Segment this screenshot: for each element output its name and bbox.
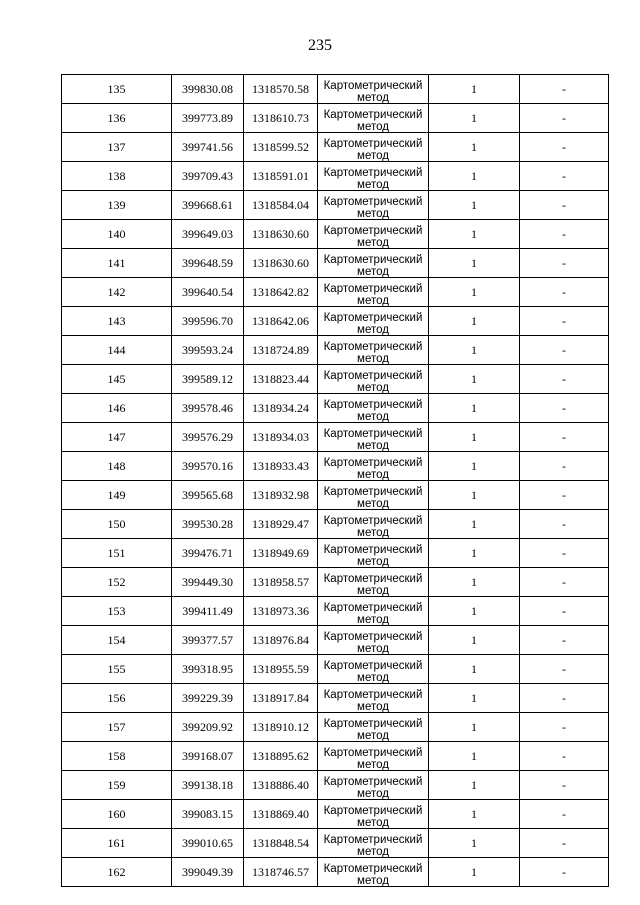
note-cell: - [520,133,609,162]
table-row [62,249,609,278]
table-row [62,220,609,249]
note-cell: - [520,75,609,104]
method-cell [318,452,429,481]
method-cell [318,191,429,220]
method-cell [318,104,429,133]
note-cell: - [520,220,609,249]
note-cell: - [520,336,609,365]
method-line-2: метод [357,555,389,568]
table-row [62,423,609,452]
method-line-1: Картометрический [323,108,423,121]
method-cell [318,597,429,626]
x-coordinate-cell: 399709.43 [172,162,244,191]
method-line-2: метод [357,787,389,800]
method-cell [318,568,429,597]
y-coordinate-cell: 1318917.84 [244,684,318,713]
note-cell: - [520,626,609,655]
point-number-cell: 160 [62,800,172,829]
method-cell [318,336,429,365]
method-line-1: Картометрический [323,427,423,440]
note-cell: - [520,858,609,887]
method-line-2: метод [357,439,389,452]
y-coordinate-cell: 1318869.40 [244,800,318,829]
table-row [62,771,609,800]
y-coordinate-cell: 1318642.82 [244,278,318,307]
note-cell: - [520,800,609,829]
method-cell [318,626,429,655]
method-line-1: Картометрический [323,862,423,875]
method-line-2: метод [357,265,389,278]
note-cell: - [520,829,609,858]
y-coordinate-cell: 1318599.52 [244,133,318,162]
point-number-cell: 140 [62,220,172,249]
method-line-2: метод [357,700,389,713]
method-cell [318,800,429,829]
method-cell [318,365,429,394]
value-cell: 1 [429,336,520,365]
value-cell: 1 [429,510,520,539]
value-cell: 1 [429,365,520,394]
y-coordinate-cell: 1318746.57 [244,858,318,887]
y-coordinate-cell: 1318823.44 [244,365,318,394]
point-number-cell: 146 [62,394,172,423]
table-row [62,133,609,162]
point-number-cell: 136 [62,104,172,133]
method-line-1: Картометрический [323,485,423,498]
y-coordinate-cell: 1318910.12 [244,713,318,742]
method-line-1: Картометрический [323,398,423,411]
value-cell: 1 [429,829,520,858]
method-line-2: метод [357,874,389,887]
method-line-2: метод [357,120,389,133]
method-line-1: Картометрический [323,369,423,382]
note-cell: - [520,597,609,626]
y-coordinate-cell: 1318895.62 [244,742,318,771]
note-cell: - [520,191,609,220]
x-coordinate-cell: 399593.24 [172,336,244,365]
y-coordinate-cell: 1318610.73 [244,104,318,133]
method-cell [318,684,429,713]
method-cell [318,742,429,771]
method-line-1: Картометрический [323,804,423,817]
method-cell [318,858,429,887]
note-cell: - [520,655,609,684]
x-coordinate-cell: 399138.18 [172,771,244,800]
method-cell [318,278,429,307]
note-cell: - [520,684,609,713]
method-cell [318,249,429,278]
x-coordinate-cell: 399049.39 [172,858,244,887]
y-coordinate-cell: 1318584.04 [244,191,318,220]
table-row [62,800,609,829]
point-number-cell: 152 [62,568,172,597]
point-number-cell: 139 [62,191,172,220]
method-line-2: метод [357,497,389,510]
x-coordinate-cell: 399565.68 [172,481,244,510]
value-cell: 1 [429,539,520,568]
value-cell: 1 [429,191,520,220]
table-row [62,626,609,655]
value-cell: 1 [429,104,520,133]
method-cell [318,162,429,191]
y-coordinate-cell: 1318973.36 [244,597,318,626]
note-cell: - [520,249,609,278]
point-number-cell: 148 [62,452,172,481]
method-line-1: Картометрический [323,195,423,208]
x-coordinate-cell: 399741.56 [172,133,244,162]
value-cell: 1 [429,452,520,481]
point-number-cell: 153 [62,597,172,626]
table-row [62,104,609,133]
y-coordinate-cell: 1318932.98 [244,481,318,510]
table-row [62,510,609,539]
value-cell: 1 [429,858,520,887]
value-cell: 1 [429,249,520,278]
method-line-2: метод [357,729,389,742]
value-cell: 1 [429,75,520,104]
table-row [62,452,609,481]
method-cell [318,423,429,452]
point-number-cell: 159 [62,771,172,800]
note-cell: - [520,481,609,510]
point-number-cell: 154 [62,626,172,655]
x-coordinate-cell: 399589.12 [172,365,244,394]
y-coordinate-cell: 1318934.03 [244,423,318,452]
method-line-2: метод [357,468,389,481]
method-line-1: Картометрический [323,833,423,846]
x-coordinate-cell: 399640.54 [172,278,244,307]
method-line-1: Картометрический [323,253,423,266]
point-number-cell: 155 [62,655,172,684]
page-number: 235 [308,37,332,54]
point-number-cell: 157 [62,713,172,742]
y-coordinate-cell: 1318630.60 [244,220,318,249]
x-coordinate-cell: 399576.29 [172,423,244,452]
point-number-cell: 147 [62,423,172,452]
method-line-1: Картометрический [323,456,423,469]
table-row [62,539,609,568]
method-line-2: метод [357,613,389,626]
note-cell: - [520,452,609,481]
value-cell: 1 [429,684,520,713]
value-cell: 1 [429,597,520,626]
note-cell: - [520,365,609,394]
point-number-cell: 150 [62,510,172,539]
point-number-cell: 156 [62,684,172,713]
method-line-1: Картометрический [323,717,423,730]
table-row [62,278,609,307]
value-cell: 1 [429,742,520,771]
table-row [62,481,609,510]
method-line-2: метод [357,845,389,858]
value-cell: 1 [429,133,520,162]
point-number-cell: 162 [62,858,172,887]
point-number-cell: 151 [62,539,172,568]
point-number-cell: 144 [62,336,172,365]
table-row [62,858,609,887]
value-cell: 1 [429,800,520,829]
method-line-2: метод [357,207,389,220]
method-line-1: Картометрический [323,572,423,585]
method-line-1: Картометрический [323,166,423,179]
y-coordinate-cell: 1318958.57 [244,568,318,597]
method-line-2: метод [357,758,389,771]
method-line-2: метод [357,526,389,539]
method-line-2: метод [357,816,389,829]
method-line-2: метод [357,584,389,597]
method-line-2: метод [357,323,389,336]
table-row [62,568,609,597]
method-line-1: Картометрический [323,659,423,672]
table-row [62,829,609,858]
method-line-1: Картометрический [323,601,423,614]
method-cell [318,771,429,800]
table-row [62,742,609,771]
method-line-1: Картометрический [323,311,423,324]
method-line-1: Картометрический [323,79,423,92]
note-cell: - [520,568,609,597]
method-cell [318,394,429,423]
method-line-1: Картометрический [323,775,423,788]
table-row [62,191,609,220]
point-number-cell: 141 [62,249,172,278]
method-line-2: метод [357,410,389,423]
method-cell [318,481,429,510]
x-coordinate-cell: 399570.16 [172,452,244,481]
value-cell: 1 [429,481,520,510]
x-coordinate-cell: 399668.61 [172,191,244,220]
x-coordinate-cell: 399083.15 [172,800,244,829]
y-coordinate-cell: 1318570.58 [244,75,318,104]
method-line-1: Картометрический [323,746,423,759]
method-cell [318,75,429,104]
y-coordinate-cell: 1318929.47 [244,510,318,539]
y-coordinate-cell: 1318976.84 [244,626,318,655]
method-line-2: метод [357,178,389,191]
note-cell: - [520,162,609,191]
method-cell [318,307,429,336]
y-coordinate-cell: 1318933.43 [244,452,318,481]
method-cell [318,220,429,249]
method-line-1: Картометрический [323,630,423,643]
point-number-cell: 142 [62,278,172,307]
table-row [62,684,609,713]
point-number-cell: 145 [62,365,172,394]
x-coordinate-cell: 399209.92 [172,713,244,742]
value-cell: 1 [429,220,520,249]
method-cell [318,713,429,742]
y-coordinate-cell: 1318886.40 [244,771,318,800]
method-cell [318,829,429,858]
method-line-1: Картометрический [323,137,423,150]
y-coordinate-cell: 1318955.59 [244,655,318,684]
method-cell [318,510,429,539]
table-row [62,394,609,423]
x-coordinate-cell: 399830.08 [172,75,244,104]
value-cell: 1 [429,568,520,597]
method-line-1: Картометрический [323,688,423,701]
x-coordinate-cell: 399229.39 [172,684,244,713]
x-coordinate-cell: 399318.95 [172,655,244,684]
value-cell: 1 [429,771,520,800]
y-coordinate-cell: 1318949.69 [244,539,318,568]
method-line-2: метод [357,671,389,684]
value-cell: 1 [429,162,520,191]
value-cell: 1 [429,307,520,336]
note-cell: - [520,278,609,307]
method-line-1: Картометрический [323,224,423,237]
method-line-2: метод [357,642,389,655]
y-coordinate-cell: 1318724.89 [244,336,318,365]
x-coordinate-cell: 399168.07 [172,742,244,771]
y-coordinate-cell: 1318642.06 [244,307,318,336]
method-line-2: метод [357,149,389,162]
x-coordinate-cell: 399449.30 [172,568,244,597]
method-line-1: Картометрический [323,543,423,556]
x-coordinate-cell: 399476.71 [172,539,244,568]
table-row [62,75,609,104]
note-cell: - [520,394,609,423]
y-coordinate-cell: 1318630.60 [244,249,318,278]
value-cell: 1 [429,713,520,742]
method-line-1: Картометрический [323,282,423,295]
x-coordinate-cell: 399411.49 [172,597,244,626]
note-cell: - [520,423,609,452]
note-cell: - [520,539,609,568]
note-cell: - [520,104,609,133]
x-coordinate-cell: 399648.59 [172,249,244,278]
method-line-1: Картометрический [323,340,423,353]
method-cell [318,133,429,162]
note-cell: - [520,771,609,800]
x-coordinate-cell: 399377.57 [172,626,244,655]
x-coordinate-cell: 399530.28 [172,510,244,539]
method-line-1: Картометрический [323,514,423,527]
value-cell: 1 [429,626,520,655]
point-number-cell: 158 [62,742,172,771]
point-number-cell: 149 [62,481,172,510]
method-cell [318,539,429,568]
x-coordinate-cell: 399649.03 [172,220,244,249]
note-cell: - [520,713,609,742]
x-coordinate-cell: 399773.89 [172,104,244,133]
x-coordinate-cell: 399010.65 [172,829,244,858]
method-line-2: метод [357,352,389,365]
table-row [62,336,609,365]
y-coordinate-cell: 1318934.24 [244,394,318,423]
method-line-2: метод [357,294,389,307]
value-cell: 1 [429,655,520,684]
y-coordinate-cell: 1318591.01 [244,162,318,191]
x-coordinate-cell: 399578.46 [172,394,244,423]
coordinates-table-body [62,75,609,887]
value-cell: 1 [429,394,520,423]
method-line-2: метод [357,381,389,394]
point-number-cell: 138 [62,162,172,191]
table-row [62,162,609,191]
method-line-2: метод [357,236,389,249]
x-coordinate-cell: 399596.70 [172,307,244,336]
point-number-cell: 135 [62,75,172,104]
note-cell: - [520,307,609,336]
table-row [62,365,609,394]
note-cell: - [520,742,609,771]
note-cell: - [520,510,609,539]
table-row [62,655,609,684]
value-cell: 1 [429,278,520,307]
point-number-cell: 137 [62,133,172,162]
value-cell: 1 [429,423,520,452]
point-number-cell: 161 [62,829,172,858]
y-coordinate-cell: 1318848.54 [244,829,318,858]
method-cell [318,655,429,684]
table-row [62,597,609,626]
table-row [62,713,609,742]
point-number-cell: 143 [62,307,172,336]
coordinates-table [61,74,609,887]
method-line-2: метод [357,91,389,104]
table-row [62,307,609,336]
